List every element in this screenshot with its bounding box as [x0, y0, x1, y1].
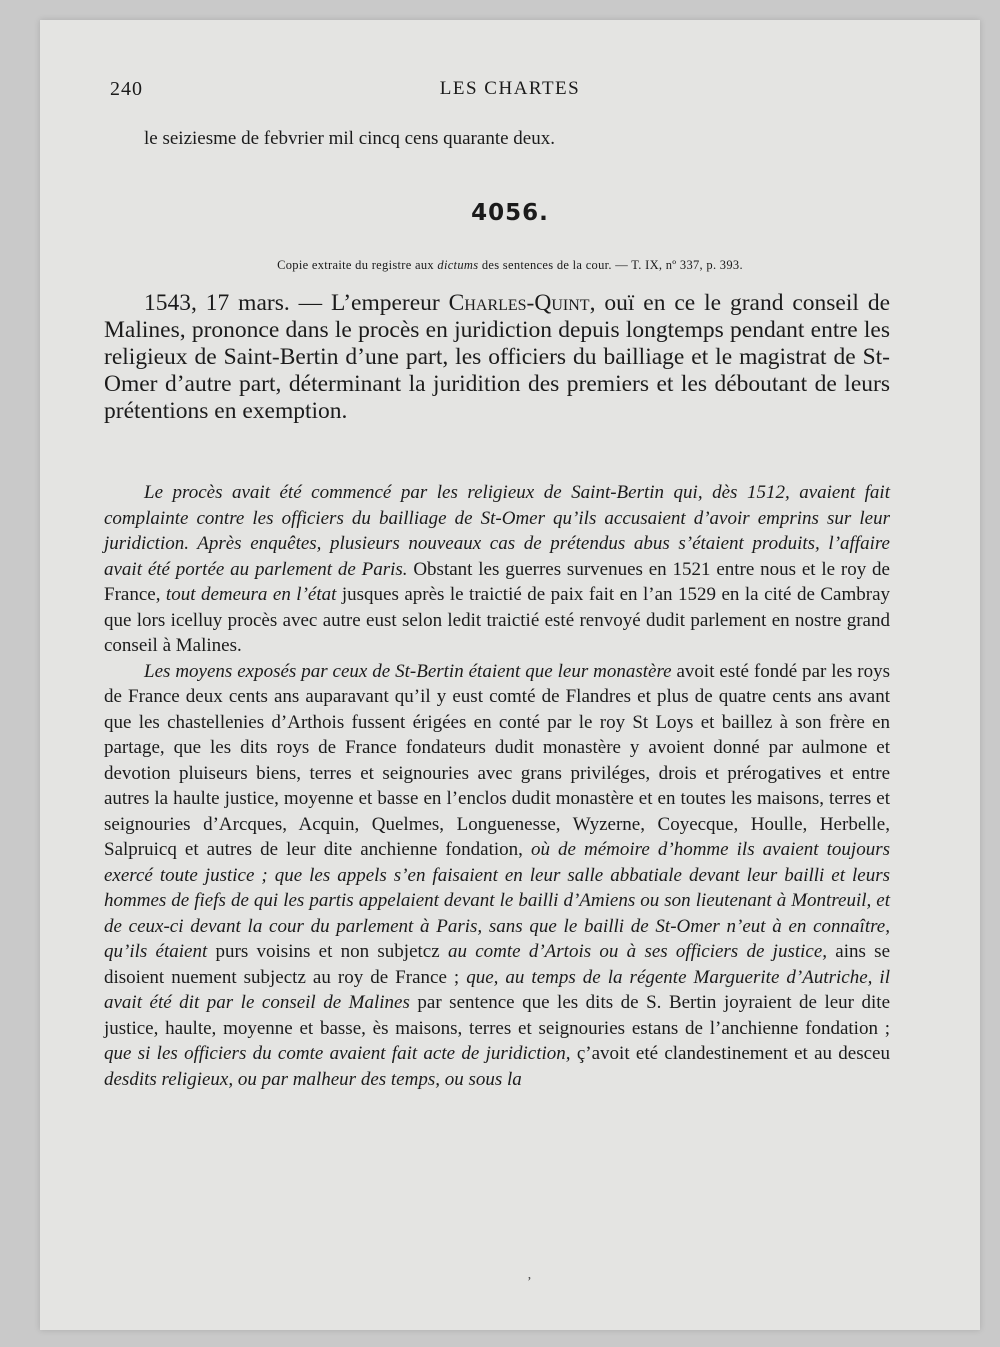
abstract-date: 1543, 17 mars. — L’empereur: [144, 290, 449, 316]
p1-roman-2: jusques après le traictié de paix fait en l’an 1529 en la cité de Cambray que lors icelluy procès avec autre eust selon ledit traictié esté renvoyé dudit parlement en nostre grand conseil à Malines.: [104, 584, 890, 656]
paragraph-1: [104, 480, 890, 659]
page-header: [110, 78, 910, 108]
p2-italic-5: que si les officiers du comte avaient fait acte de juridiction,: [104, 1043, 571, 1064]
charter-number: 4056.: [471, 200, 549, 226]
page-number: 240: [110, 78, 143, 100]
p1-italic-2: tout demeura en l’état: [165, 584, 337, 605]
source-note: [40, 258, 980, 273]
paragraph-2: [104, 659, 890, 1093]
book-page: [40, 20, 980, 1330]
body-text: [104, 480, 890, 1092]
abstract-text: , ouï en ce le grand conseil de Malines, prononce dans le procès en juridiction depuis longtemps pendant entre les religieux de Saint-Bertin d’une part, les officiers du bailliage et le magistrat de St-Omer d’autre part, déterminant la juridition des premiers et les déboutant de leurs prétentions en exemption.: [104, 290, 890, 424]
emperor-name: Charles-Quint: [448, 290, 590, 316]
carryover-line: le seiziesme de febvrier mil cincq cens quarante deux.: [144, 128, 555, 149]
p2-roman-3: ains se disoient nuement subjectz au roy de France ;: [104, 941, 891, 988]
p2-roman-4: par sentence que les dits de S. Bertin joyraient de leur dite justice, haulte, moyenne et basse, ès maisons, terres et seignouries estans de l’anchienne fondation ;: [104, 992, 890, 1039]
source-note-text: Copie extraite du registre aux: [277, 258, 438, 272]
p2-roman-1: avoit esté fondé par les roys de France deux cents ans auparavant qu’il y eust comté de Flandres et plus de quatre cents ans avant que les chastellenies d’Arthois fussent érigées en conté par le roy St Loys et baillez à son frère en partage, que les dits roys de France fondateurs dudit monastère y avoient donné par aulmone et devotion pluiseurs biens, terres et seignouries avec grans priviléges, drois et prérogatives et entre autres la haulte justice, moyenne et basse en l’enclos dudit monastère et en toutes les maisons, terres et seignouries d’Arcques, Acquin, Quelmes, Longuenesse, Wyzerne, Coyecque, Houlle, Herbelle, Salpruicq et autres de leur dite anchienne fondation,: [104, 660, 890, 860]
p2-roman-5: ç’avoit eté clandestinement et au desceu: [570, 1043, 890, 1064]
source-note-italic: dictums: [437, 258, 479, 272]
p2-roman-2: purs voisins et non subjetcz: [207, 941, 448, 962]
p2-italic-3: au comte d’Artois ou à ses officiers de justice,: [447, 941, 828, 962]
p2-italic-2: où de mémoire d’homme ils avaient toujours exercé toute justice ; que les appels s’en faisaient en leur salle abbatiale devant leur bailli et leurs hommes de fiefs de qui les partis appelaient devant le bailli d’Amiens ou son lieutenant à Montreuil, et de ceux-ci devant la cour du parlement à Paris, sans que le bailli de St-Omer n’eut à en connaître, qu’ils étaient: [104, 839, 890, 962]
abstract-paragraph: [104, 290, 890, 425]
running-title: LES CHARTES: [439, 78, 581, 99]
source-note-text-end: des sentences de la cour. — T. IX, nº 337, p. 393.: [478, 258, 743, 272]
p1-italic-1: Le procès avait été commencé par les religieux de Saint-Bertin qui, dès 1512, avaient fait complainte contre les officiers du bailliage de St-Omer qu’ils accusaient d’avoir emprins sur leur juridiction. Après enquêtes, plusieurs nouveaux cas de prétendus abus s’étaient produits, l’affaire avait été portée au parlement de Paris.: [104, 482, 890, 580]
p2-italic-4: que, au temps de la régente Marguerite d’Autriche, il avait été dit par le conseil de Malines: [104, 966, 890, 1013]
p2-italic-6: desdits religieux, ou par malheur des temps, ou sous la: [104, 1068, 522, 1090]
ink-speck: ’: [527, 1275, 532, 1290]
charter-abstract: [104, 290, 890, 425]
p2-italic-1: Les moyens exposés par ceux de St-Bertin étaient que leur monastère: [144, 660, 672, 682]
p1-roman-1: Obstant les guerres survenues en 1521 entre nous et le roy de France,: [104, 558, 890, 605]
